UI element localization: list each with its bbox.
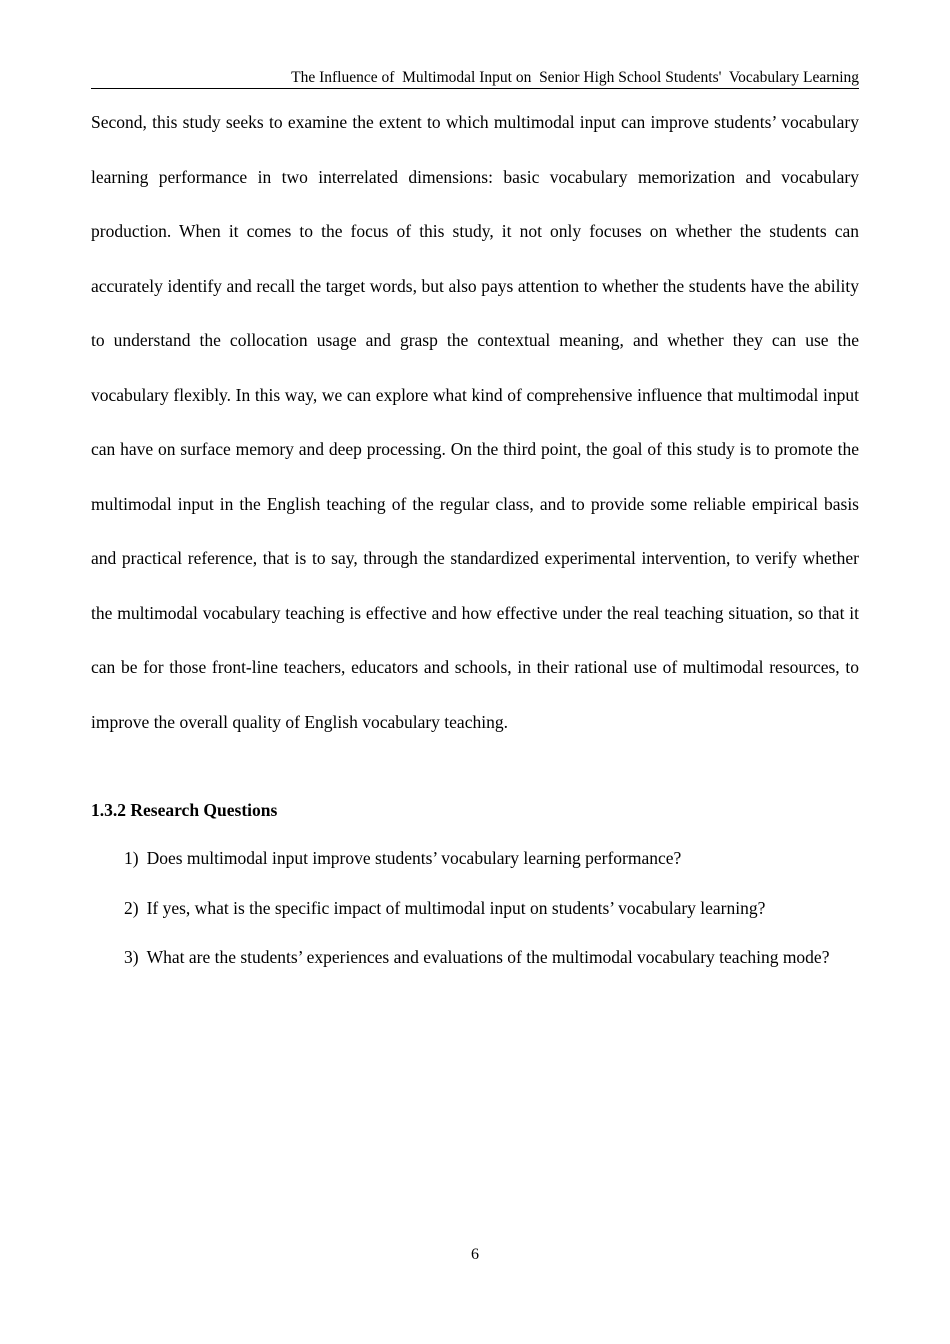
- question-text: If yes, what is the specific impact of multimodal input on students’ vocabulary learning?: [146, 898, 766, 918]
- body-paragraph: Second, this study seeks to examine the extent to which multimodal input can improve students’ vocabulary learning performance in two interrelated dimensions: basic vocabulary memorization and vocabulary production. When it comes to the focus of this study, it not only focuses on whether the students can accurately identify and recall the target words, but also pays attention to whether the students have the ability to understand the collocation usage and grasp the contextual meaning, and whether they can use the vocabulary flexibly. In this way, we can explore what kind of comprehensive influence that multimodal input can have on surface memory and deep processing. On the third point, the goal of this study is to promote the multimodal input in the English teaching of the regular class, and to provide some reliable empirical basis and practical reference, that is to say, through the standardized experimental intervention, to verify whether the multimodal vocabulary teaching is effective and how effective under the real teaching situation, so that it can be for those front-line teachers, educators and schools, in their rational use of multimodal resources, to improve the overall quality of English vocabulary teaching.: [91, 112, 859, 732]
- research-question-3: [91, 930, 859, 985]
- question-number: 3): [124, 947, 139, 967]
- page-number: 6: [471, 1246, 479, 1263]
- question-text: What are the students’ experiences and evaluations of the multimodal vocabulary teaching mode?: [146, 947, 830, 967]
- section-heading: 1.3.2 Research Questions: [91, 800, 278, 820]
- question-number: 1): [124, 848, 139, 868]
- question-number: 2): [124, 898, 139, 918]
- research-question-1: [91, 845, 859, 871]
- running-header-title: The Influence of Multimodal Input on Senior High School Students' Vocabulary Learning: [291, 69, 859, 86]
- running-header: [91, 69, 859, 89]
- question-text: Does multimodal input improve students’ vocabulary learning performance?: [146, 848, 682, 868]
- research-question-2: [91, 895, 859, 921]
